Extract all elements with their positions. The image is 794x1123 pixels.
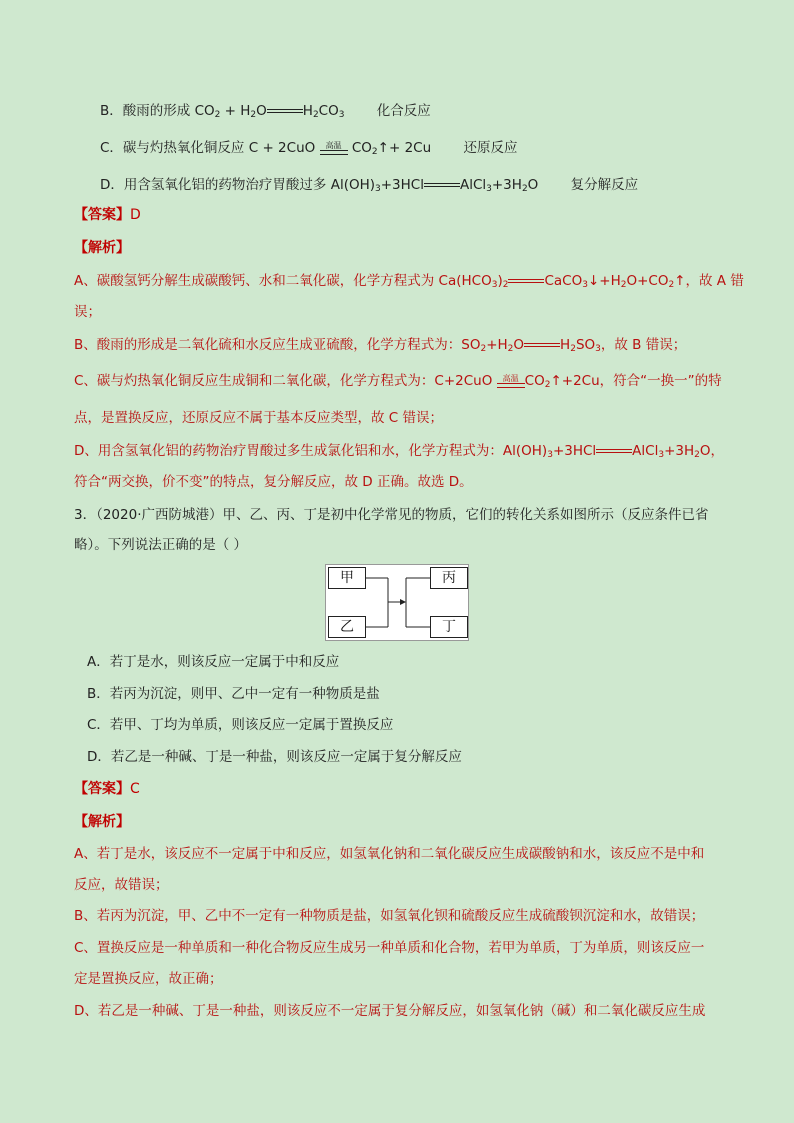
box-jia: 甲: [328, 567, 366, 589]
eq-text: + H: [220, 103, 251, 119]
q3-option-a: A．若丁是水，则该反应一定属于中和反应: [87, 654, 340, 670]
q3-explanation-a: A、若丁是水，该反应不一定属于中和反应，如氢氧化钠和二氧化碳反应生成碳酸钠和水，该反应不是中和: [74, 846, 705, 862]
expl-text: A、碳酸氢钙分解生成碳酸钙、水和二氧化碳，化学方程式为 Ca(HCO: [74, 273, 492, 289]
subscript: 2: [502, 280, 509, 290]
eq-text: CO: [351, 140, 372, 156]
eq-text: +3H: [491, 177, 522, 193]
eq-text: CO: [318, 103, 339, 119]
answer-value: C: [130, 781, 140, 797]
q3-stem-line-1: 3．（2020·广西防城港）甲、乙、丙、丁是初中化学常见的物质，它们的转化关系如图所示（反应条件已省: [74, 507, 709, 523]
equals-sign: [524, 341, 560, 349]
eq-text: O: [527, 177, 539, 193]
answer-tag: 【答案】: [74, 781, 130, 797]
eq-text: C + 2CuO: [248, 140, 316, 156]
subscript: 3: [658, 450, 665, 460]
q2-explanation-d-cont: 符合“两交换，价不变”的特点，复分解反应，故 D 正确。故选 D。: [74, 474, 473, 490]
equals-sign: [424, 181, 460, 189]
equals-sign: [508, 277, 544, 285]
q3-explanation-c-cont: 定是置换反应，故正确；: [74, 971, 223, 987]
option-label: C．碳与灼热氧化铜反应: [100, 140, 245, 156]
subscript: 2: [507, 344, 514, 354]
subscript: 2: [521, 184, 528, 194]
subscript: 3: [375, 184, 381, 194]
subscript: 3: [595, 344, 601, 354]
q2-explanation-a-cont: 误；: [74, 304, 101, 320]
eq-text: AlCl: [459, 177, 487, 193]
q2-analysis-tag: 【解析】: [74, 240, 130, 256]
subscript: 2: [668, 280, 675, 290]
q3-analysis-tag: 【解析】: [74, 814, 130, 830]
equals-sign: [267, 107, 303, 115]
eq-text: H: [302, 103, 313, 119]
q2-explanation-c-cont: 点，是置换反应，还原反应不属于基本反应类型，故 C 错误；: [74, 410, 444, 426]
q3-explanation-b: B、若丙为沉淀，甲、乙中不一定有一种物质是盐，如氢氧化钡和硫酸反应生成硫酸钡沉淀和水，故错误；: [74, 908, 705, 924]
subscript: 3: [547, 450, 553, 460]
reaction-type: 化合反应: [376, 103, 431, 119]
expl-text: AlCl: [632, 443, 659, 459]
q2-explanation-a: [74, 271, 744, 295]
q3-answer: [74, 779, 140, 799]
q2-explanation-c: [74, 371, 722, 395]
subscript: 2: [570, 344, 576, 354]
option-label: B．酸雨的形成: [100, 103, 191, 119]
eq-text: +3HCl: [380, 177, 424, 193]
expl-text: ↑，故 A 错: [674, 273, 744, 289]
condition-text: 高温: [502, 374, 519, 383]
q3-explanation-d: D、若乙是一种碱、丁是一种盐，则该反应不一定属于复分解反应，如氢氧化钠（碱）和二氧化碳反应生成: [74, 1003, 706, 1019]
expl-text: ↓+H: [587, 273, 621, 289]
subscript: 3: [338, 110, 345, 120]
subscript: 2: [250, 110, 257, 120]
expl-text: ): [497, 273, 503, 289]
expl-text: ↑+2Cu，符合“一换一”的特: [550, 373, 722, 389]
subscript: 3: [491, 280, 498, 290]
q3-option-d: D．若乙是一种碱、丁是一种盐，则该反应一定属于复分解反应: [87, 749, 462, 765]
expl-text: +3HCl: [552, 443, 597, 459]
q2-answer: [74, 205, 141, 225]
box-bing: 丙: [430, 567, 468, 589]
reaction-type: 还原反应: [463, 140, 518, 156]
q2-explanation-d: [74, 441, 724, 465]
subscript: 2: [620, 280, 627, 290]
q3-option-c: C．若甲、丁均为单质，则该反应一定属于置换反应: [87, 717, 394, 733]
expl-text: C、碳与灼热氧化铜反应生成铜和二氧化碳，化学方程式为：C+2CuO: [74, 373, 493, 389]
subscript: 2: [312, 110, 319, 120]
expl-text: +3H: [664, 443, 695, 459]
expl-text: H: [560, 337, 571, 353]
q2-explanation-b: [74, 335, 686, 359]
eq-text: ↑+ 2Cu: [377, 140, 432, 156]
expl-text: CaCO: [544, 273, 583, 289]
subscript: 2: [371, 147, 378, 157]
q3-explanation-a-cont: 反应，故错误；: [74, 877, 169, 893]
expl-text: B、酸雨的形成是二氧化硫和水反应生成亚硫酸，化学方程式为：SO: [74, 337, 481, 353]
eq-text: CO: [194, 103, 215, 119]
subscript: 3: [582, 280, 588, 290]
box-ding: 丁: [430, 616, 468, 638]
subscript: 2: [544, 380, 551, 390]
reaction-condition: [320, 141, 348, 155]
subscript: 3: [486, 184, 492, 194]
reaction-type: 复分解反应: [570, 177, 639, 193]
transformation-diagram: [325, 564, 469, 641]
box-yi: 乙: [328, 616, 366, 638]
expl-text: CO: [524, 373, 545, 389]
q3-option-b: B．若丙为沉淀，则甲、乙中一定有一种物质是盐: [87, 686, 380, 702]
expl-text: O，: [699, 443, 725, 459]
expl-text: O+CO: [626, 273, 669, 289]
subscript: 2: [694, 450, 700, 460]
answer-value: D: [130, 207, 141, 223]
q3-explanation-c: C、置换反应是一种单质和一种化合物反应生成另一种单质和化合物，若甲为单质，丁为单质，则该反应一: [74, 940, 705, 956]
q2-option-b: [100, 101, 431, 125]
expl-text: ，故 B 错误；: [600, 337, 687, 353]
subscript: 2: [214, 110, 221, 120]
expl-text: D、用含氢氧化铝的药物治疗胃酸过多生成氯化铝和水，化学方程式为：Al(OH): [74, 443, 548, 459]
q3-stem-line-2: 略）。下列说法正确的是（ ）: [74, 537, 248, 553]
q2-option-d: [100, 175, 638, 199]
reaction-condition: [497, 374, 525, 388]
answer-tag: 【答案】: [74, 207, 130, 223]
eq-text: O: [256, 103, 267, 119]
equals-sign: [596, 447, 632, 455]
eq-text: Al(OH): [330, 177, 375, 193]
expl-text: +H: [486, 337, 508, 353]
option-label: D．用含氢氧化铝的药物治疗胃酸过多: [100, 177, 327, 193]
expl-text: SO: [575, 337, 596, 353]
q2-option-c: [100, 138, 517, 162]
expl-text: O: [513, 337, 525, 353]
condition-text: 高温: [325, 141, 342, 150]
subscript: 2: [480, 344, 487, 354]
